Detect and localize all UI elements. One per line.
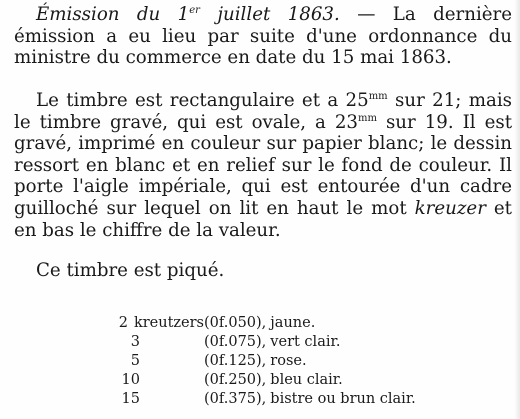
table-row	[118, 333, 416, 352]
row-quantity: 10	[121, 372, 140, 388]
description-text-4: et en bas le chiffre de la valeur.	[14, 197, 512, 241]
paragraph-emission	[14, 4, 512, 69]
row-price: (0f.375),	[204, 391, 267, 407]
paragraph-description	[14, 90, 512, 241]
row-quantity: 15	[121, 391, 140, 407]
table-row	[118, 314, 416, 333]
heading-superscript: er	[189, 4, 200, 16]
heading-date: juillet 1863.	[199, 4, 340, 25]
row-unit: kreutzers	[133, 315, 204, 331]
row-price: (0f.075),	[204, 334, 267, 350]
row-quantity: 5	[130, 353, 140, 369]
italic-word-kreuzer: kreuzer	[414, 197, 486, 219]
row-price: (0f.125),	[204, 353, 267, 369]
heading-text: Émission du 1	[36, 4, 190, 25]
table-row	[118, 390, 416, 409]
row-color: bleu clair.	[270, 372, 343, 388]
row-quantity: 2	[118, 315, 128, 331]
paragraph-perforation: Ce timbre est piqué.	[36, 260, 225, 281]
row-quantity: 3	[130, 334, 140, 350]
description-text-1: Le timbre est rectangulaire et a 25	[36, 90, 369, 111]
description-text-3: sur 19. Il est gravé, imprimé en couleur sur papier blanc; le dessin ressort en blanc et en relief sur le fond de couleur. Il porte l'aigle impériale, qui est entourée d'un cadre guilloché sur lequel on lit en haut le mot	[14, 111, 513, 219]
unit-superscript-2: mm	[358, 112, 377, 124]
value-table	[118, 314, 416, 409]
row-color: jaune.	[270, 315, 316, 331]
unit-superscript-1: mm	[368, 90, 388, 102]
row-color: rose.	[270, 353, 307, 369]
page-edge-shadow	[514, 0, 520, 419]
description-text-2: sur 21; mais le timbre gravé, qui est ovale, a 23	[14, 90, 512, 133]
section-heading	[36, 4, 340, 25]
row-price: (0f.050),	[204, 315, 267, 331]
table-row	[118, 352, 416, 371]
table-row	[118, 371, 416, 390]
row-color: vert clair.	[270, 334, 341, 350]
row-color: bistre ou brun clair.	[270, 391, 416, 407]
paragraph-emission-text: — La dernière émission a eu lieu par suite d'une ordonnance du ministre du commerce en date du 15 mai 1863.	[14, 4, 512, 69]
row-price: (0f.250),	[204, 372, 267, 388]
